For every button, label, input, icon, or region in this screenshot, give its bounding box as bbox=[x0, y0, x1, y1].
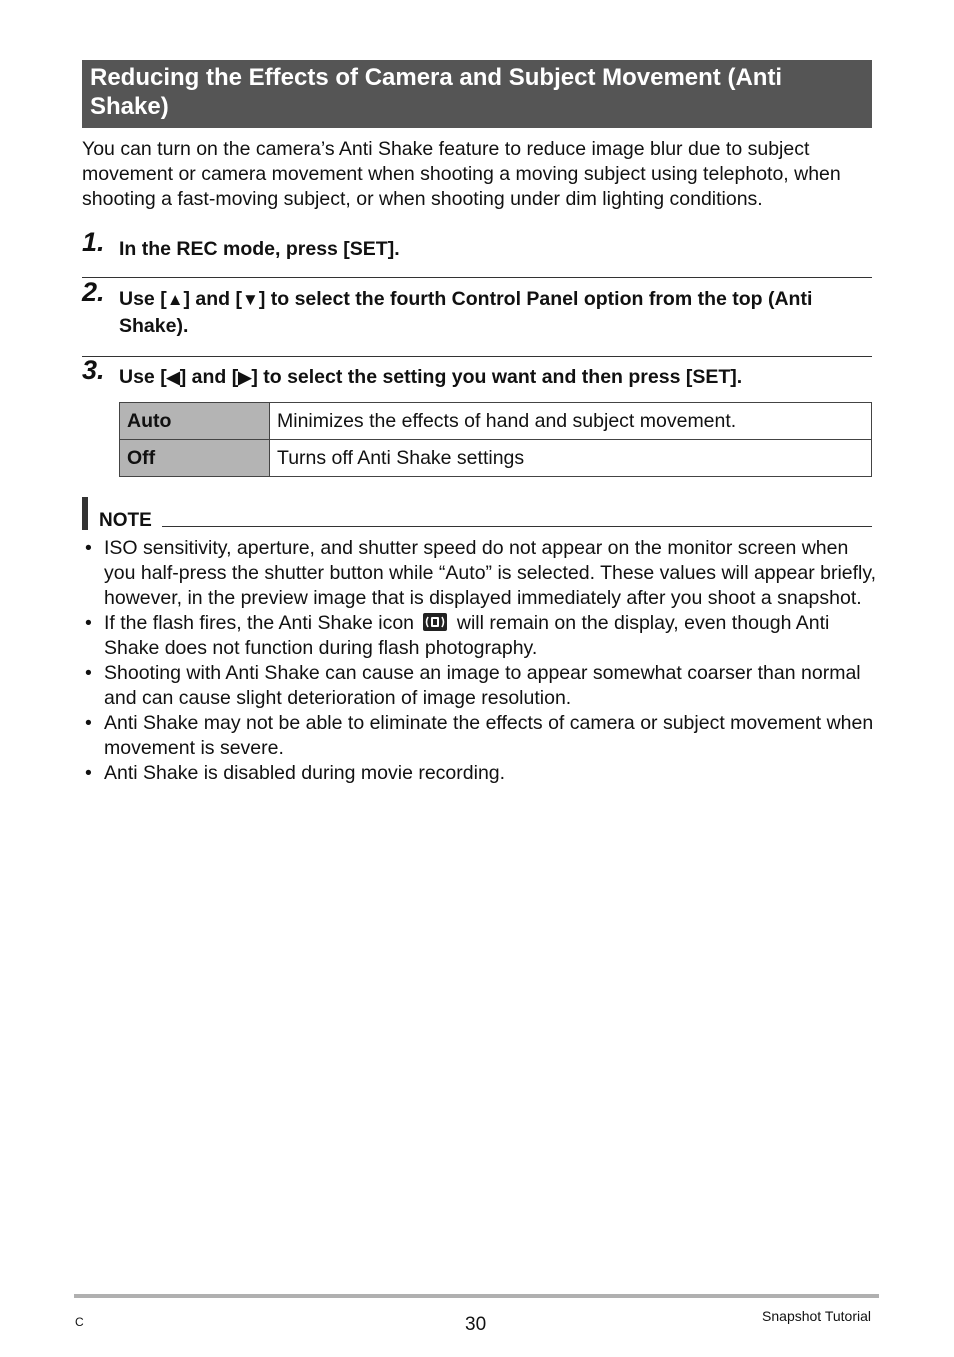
bullet: • bbox=[85, 762, 92, 784]
step-number: 1. bbox=[82, 227, 105, 257]
step-1 bbox=[82, 227, 872, 262]
step-number: 2. bbox=[82, 277, 105, 307]
list-item: • Shooting with Anti Shake can cause an image to appear somewhat coarser than normal and can cause slight deterioration of image resolution. bbox=[85, 662, 861, 709]
step-text: Use [▲] and [▼] to select the fourth Control Panel option from the top (Anti Shake). bbox=[119, 288, 813, 337]
down-arrow-icon: ▼ bbox=[242, 290, 259, 309]
step-divider bbox=[82, 356, 872, 357]
intro-paragraph: You can turn on the camera’s Anti Shake feature to reduce image blur due to subject movement or camera movement when shooting a moving subject using telephoto, when shooting a fast-moving subject, or when shooting under dim lighting conditions. bbox=[82, 138, 841, 210]
section-title: Reducing the Effects of Camera and Subject Movement (Anti Shake) bbox=[82, 60, 872, 128]
list-item: • Anti Shake is disabled during movie recording. bbox=[85, 762, 506, 784]
list-item: • ISO sensitivity, aperture, and shutter speed do not appear on the monitor screen when you half-press the shutter button while “Auto” is selected. These values will appear briefly, however, in the preview image that is displayed immediately after you shoot a snapshot. bbox=[85, 537, 877, 609]
list-item: • Anti Shake may not be able to eliminate the effects of camera or subject movement when movement is severe. bbox=[85, 712, 874, 759]
list-item: • If the flash fires, the Anti Shake icon will remain on the display, even though Anti Shake does not function during flash photography. bbox=[85, 612, 830, 659]
note-label: NOTE bbox=[99, 510, 152, 531]
note-divider bbox=[162, 526, 872, 527]
note-marker bbox=[82, 497, 88, 530]
step-text: In the REC mode, press [SET]. bbox=[119, 238, 400, 260]
right-arrow-icon: ▶ bbox=[238, 368, 252, 387]
step-2 bbox=[82, 277, 872, 339]
step-divider bbox=[82, 277, 872, 278]
bullet: • bbox=[85, 712, 92, 734]
table-row bbox=[120, 403, 872, 440]
option-description: Minimizes the effects of hand and subject movement. bbox=[270, 403, 872, 440]
option-name: Off bbox=[120, 440, 270, 477]
bullet: • bbox=[85, 662, 92, 684]
anti-shake-icon bbox=[422, 612, 448, 632]
step-text: Use [◀] and [▶] to select the setting you want and then press [SET]. bbox=[119, 366, 743, 388]
table-row bbox=[120, 440, 872, 477]
page-number: 30 bbox=[465, 1314, 487, 1335]
bullet: • bbox=[85, 612, 92, 634]
note-list bbox=[82, 536, 877, 786]
footer-divider bbox=[74, 1294, 879, 1298]
footer-section-name: Snapshot Tutorial bbox=[762, 1308, 871, 1324]
options-table bbox=[119, 402, 872, 477]
step-3 bbox=[82, 355, 872, 391]
bullet: • bbox=[85, 537, 92, 559]
option-name: Auto bbox=[120, 403, 270, 440]
up-arrow-icon: ▲ bbox=[166, 290, 184, 309]
option-description: Turns off Anti Shake settings bbox=[270, 440, 872, 477]
left-arrow-icon: ◀ bbox=[166, 368, 180, 387]
step-number: 3. bbox=[82, 355, 105, 385]
footer-language-code: C bbox=[75, 1315, 84, 1329]
